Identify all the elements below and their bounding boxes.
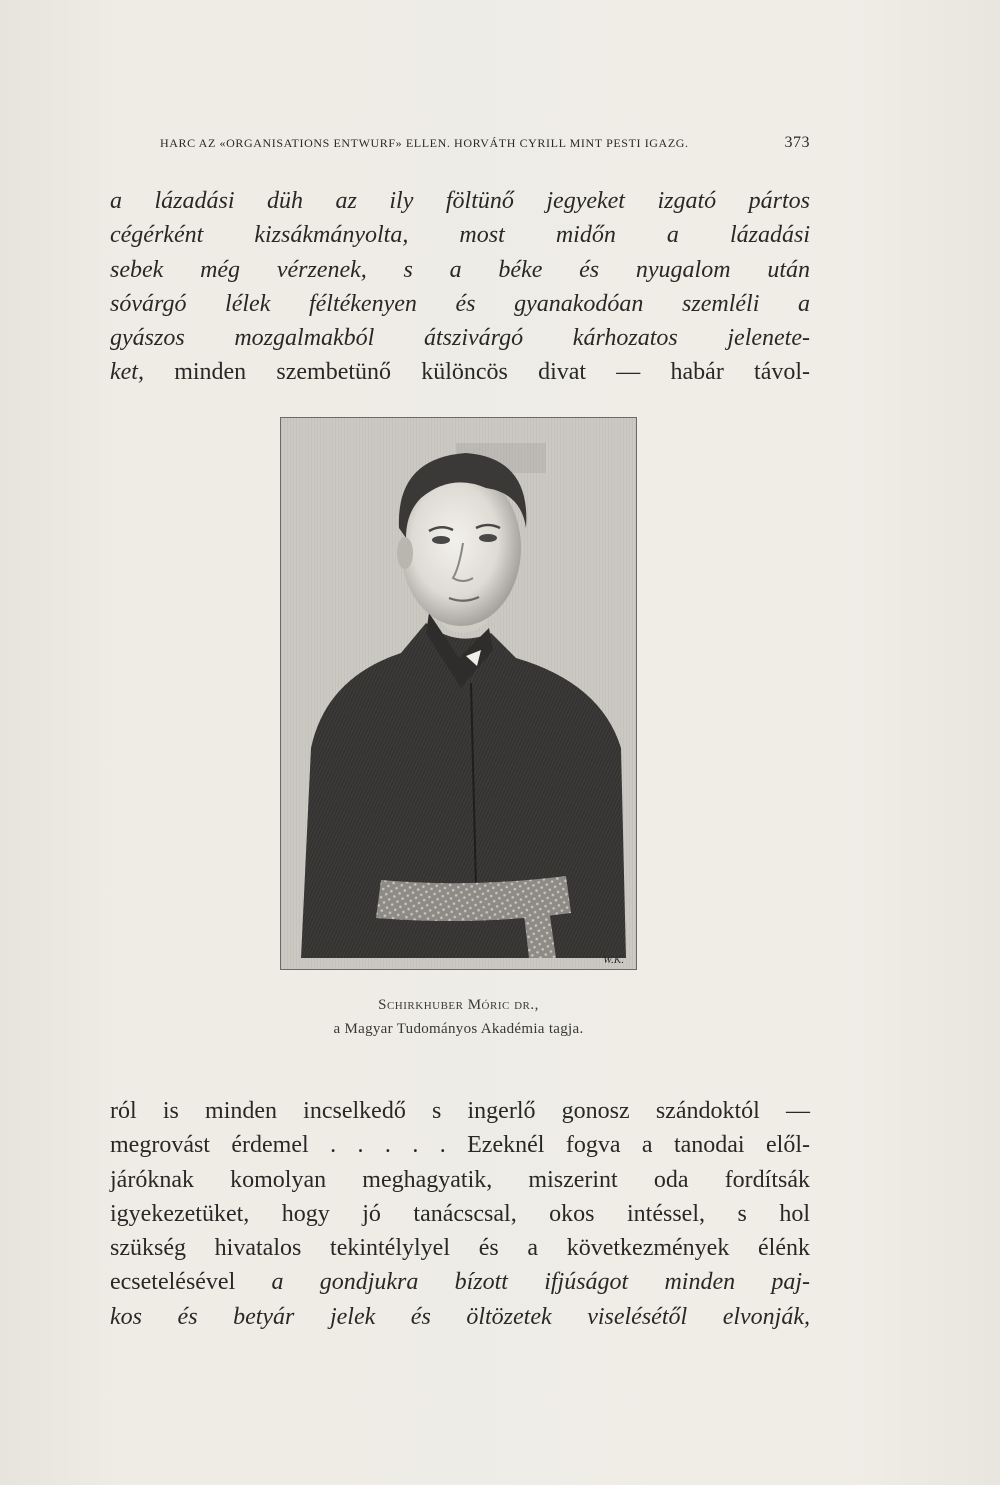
text-line bbox=[110, 1265, 810, 1299]
top-paragraph bbox=[110, 184, 810, 390]
text-run: cégérként kizsákmányolta, most midőn a lázadási bbox=[110, 222, 810, 249]
text-run: sebek még vérzenek, s a béke és nyugalom után bbox=[110, 256, 810, 283]
text-run: megrovást érdemel . . . . . Ezeknél fogva a tanodai elől- bbox=[110, 1132, 810, 1159]
engraver-signature: W.K. bbox=[603, 954, 624, 966]
text-line bbox=[110, 1231, 810, 1265]
running-head bbox=[160, 134, 810, 152]
text-run: ket, bbox=[110, 359, 144, 386]
text-line bbox=[110, 287, 810, 321]
text-run: ról is minden incselkedő s ingerlő gonosz szándoktól — bbox=[110, 1098, 810, 1124]
bottom-paragraph bbox=[110, 1094, 810, 1334]
portrait-image bbox=[281, 418, 636, 969]
text-run: a gondjukra bízott ifjúságot minden paj- bbox=[271, 1269, 811, 1296]
text-run: a lázadási düh az ily föltünő jegyeket izgató pártos bbox=[110, 188, 810, 214]
text-run: minden szembetünő különcös divat — habár távol- bbox=[143, 359, 810, 386]
text-run: kos és betyár jelek és öltözetek viselésétől elvonják, bbox=[110, 1303, 810, 1330]
text-run: szükség hivatalos tekintélylyel és a következmények élénk bbox=[110, 1235, 810, 1262]
text-line bbox=[110, 1128, 810, 1162]
text-run: ecsetelésével bbox=[110, 1269, 272, 1296]
running-title: HARC AZ «ORGANISATIONS ENTWURF» ELLEN. HORVÁTH CYRILL MINT PESTI IGAZG. bbox=[160, 136, 689, 150]
text-run: sóvárgó lélek féltékenyen és gyanakodóan szemléli a bbox=[110, 290, 810, 317]
page-number: 373 bbox=[784, 134, 810, 151]
caption-name: Schirkhuber Móric dr., bbox=[378, 997, 539, 1013]
text-line bbox=[110, 1300, 810, 1334]
text-line bbox=[110, 253, 810, 287]
text-line bbox=[110, 321, 810, 355]
portrait-engraving bbox=[280, 417, 637, 970]
text-line bbox=[110, 218, 810, 252]
text-run: igyekezetüket, hogy jó tanácscsal, okos intéssel, s hol bbox=[110, 1200, 810, 1227]
text-line bbox=[110, 1197, 810, 1231]
caption-subtitle: a Magyar Tudományos Akadémia tagja. bbox=[333, 1021, 584, 1037]
text-line bbox=[110, 1163, 810, 1197]
text-line bbox=[110, 1094, 810, 1128]
text-run: gyászos mozgalmakból átszivárgó kárhozatos jelenete- bbox=[110, 325, 810, 352]
text-line bbox=[110, 184, 810, 218]
text-run: járóknak komolyan meghagyatik, miszerint oda fordítsák bbox=[110, 1166, 810, 1193]
text-line bbox=[110, 355, 810, 389]
